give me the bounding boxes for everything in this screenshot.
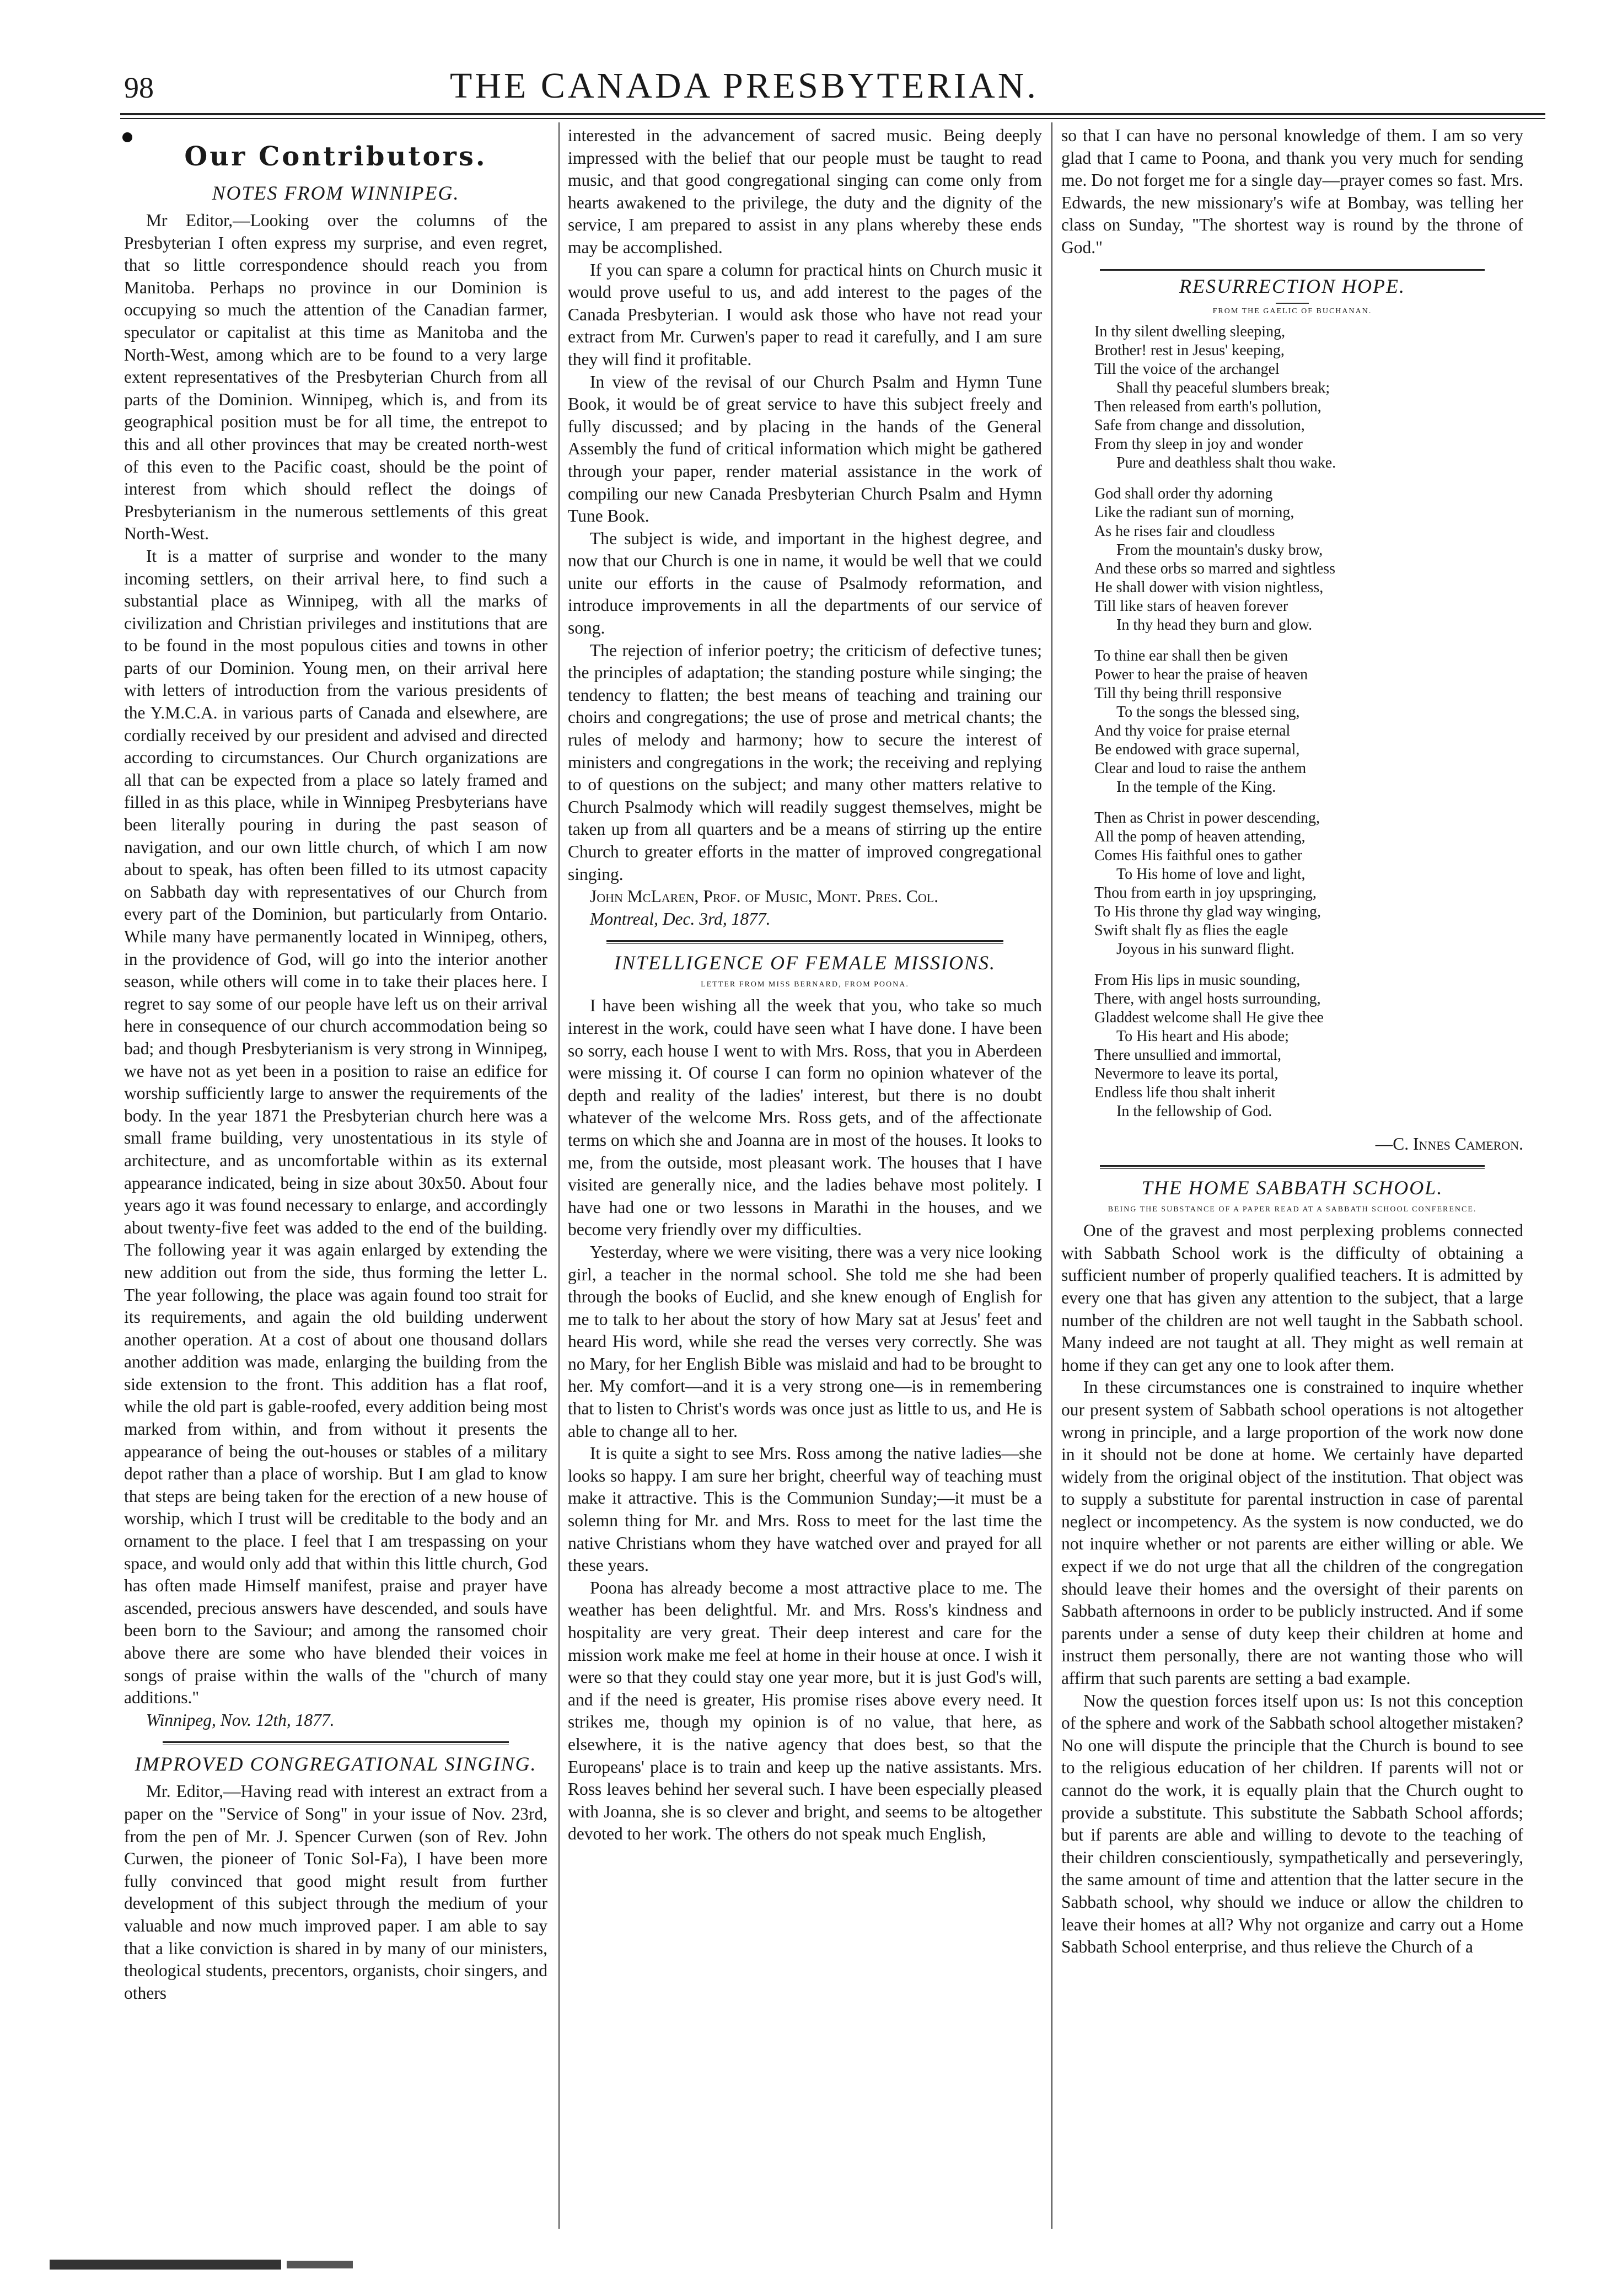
- poem-line: Comes His faithful ones to gather: [1094, 846, 1303, 864]
- poem-line: Till like stars of heaven forever: [1094, 597, 1288, 615]
- poem-line: In thy silent dwelling sleeping,: [1094, 323, 1286, 340]
- poem-title: RESURRECTION HOPE.: [1179, 275, 1405, 297]
- column-3: [1061, 125, 1523, 2231]
- paragraph: so that I can have no personal knowledge of them. I am so very glad that I came to Poona, and thank you very much for sending me. Do not forget me for a single day—prayer comes so fast. Mrs. Edwards, the new missionary's wife at Bombay, was telling her class on Sunday, "The shortest way is round by the throne of God.": [1061, 126, 1523, 257]
- poem-body: [1094, 323, 1523, 1121]
- article-title-singing: IMPROVED CONGREGATIONAL SINGING.: [135, 1753, 537, 1775]
- paragraph: It is quite a sight to see Mrs. Ross among the native ladies—she looks so happy. I am sure her bright, cheerful way of teaching must make it attractive. This is the Communion Sunday;—it must be a solemn thing for Mr. and Mrs. Ross to meet for the last time the native Christians whom they have watched over and prayed for all these years.: [568, 1444, 1042, 1575]
- poem-line: Then released from earth's pollution,: [1094, 398, 1321, 415]
- article-title-winnipeg: NOTES FROM WINNIPEG.: [212, 182, 460, 204]
- poem-line: Clear and loud to raise the anthem: [1094, 759, 1307, 777]
- signature: John McLaren, Prof. of Music, Mont. Pres. Col.: [590, 887, 939, 906]
- article-separator: [1100, 269, 1485, 271]
- poem-line: To thine ear shall then be given: [1094, 647, 1288, 664]
- poem-stanza: [1094, 485, 1523, 635]
- article-separator: [1100, 1165, 1485, 1167]
- column-2: [568, 125, 1042, 2231]
- poem-subtitle: FROM THE GAELIC OF BUCHANAN.: [1212, 307, 1372, 315]
- masthead-rule-thin: [120, 118, 1545, 119]
- paragraph: Mr Editor,—Looking over the columns of the Presbyterian I often express my surprise, and even regret, that so little correspondence should reach you from Manitoba. Perhaps no province in our Dominion is occupying so much the attention of the Canadian farmer, speculator or capitalist at this time as Manitoba and the North-West, among which are to be found to a very large extent representatives of the Presbyterian Church from all parts of the Dominion. Winnipeg, which is, and from its geographical position must be for all time, the entrepot to this and all other provinces that may be created north-west of this even to the Pacific coast, should be the point of interest from which should reflect the doings of Presbyterianism in the numerous settlements of this great North-West.: [124, 211, 547, 544]
- poem-line: There unsullied and immortal,: [1094, 1046, 1282, 1064]
- column-divider-2: [1051, 122, 1052, 2229]
- poem-line: To His home of love and light,: [1116, 865, 1306, 883]
- poem-line: From thy sleep in joy and wonder: [1094, 435, 1303, 453]
- poem-line: From the mountain's dusky brow,: [1116, 541, 1323, 559]
- article-subtitle: BEING THE SUBSTANCE OF A PAPER READ AT A SABBATH SCHOOL CONFERENCE.: [1108, 1205, 1477, 1214]
- poem-line: To His heart and His abode;: [1116, 1027, 1289, 1045]
- article-separator: [606, 940, 1003, 942]
- poem-stanza: [1094, 647, 1523, 797]
- paragraph: Mr. Editor,—Having read with interest an extract from a paper on the "Service of Song" in your issue of Nov. 23rd, from the pen of Mr. J. Spencer Curwen (son of Rev. John Curwen, the pioneer of Tonic Sol-Fa), I have been more fully convinced that good might result from further development of this subject through the medium of your valuable and now much improved paper. I am able to say that a like conviction is shared in by many of our ministers, theological students, precentors, organists, choir singers, and others: [124, 1782, 547, 2003]
- poem-signature: —C. Innes Cameron.: [1375, 1134, 1523, 1154]
- poem-line: In the temple of the King.: [1116, 778, 1276, 796]
- paragraph: It is a matter of surprise and wonder to the many incoming settlers, on their arrival here, to find such a substantial place as Winnipeg, with all the marks of civilization and Christian privileges and institutions that are to be found in the most populous cities and towns in other parts of our Dominion. Young men, on their arrival here with letters of introduction from the various presidents of the Y.M.C.A. in various parts of Canada and elsewhere, are cordially received by our president and advised and directed according to circumstances. Our Church organizations are all that can be expected from a place so lately framed and filled in as this place, while in Winnipeg Presbyterians have been literally pouring in during the past season of navigation, and our own little church, of which I am now about to speak, has often been filled to its utmost capacity on Sabbath day with representatives of our Church from every part of the Dominion, but particularly from Ontario. While many have permanently located in Winnipeg, others, in the providence of God, will go into the interior another season, while others will come in to take their places here. I regret to say some of our people have left us on their arrival here in consequence of our church accommodation being so bad; and though Presbyterianism is very strong in Winnipeg, we have not as yet been in a position to raise an edifice for worship sufficiently large to answer the requirements of the body. In the year 1871 the Presbyterian church here was a small frame building, very unostentatious in its style of architecture, and as uncomfortable within as its external appearance indicated, being in size about 30x50. About four years ago it was found necessary to enlarge, and accordingly about twenty-five feet was added to the end of the building. The following year it was again enlarged by extending the new addition out from the side, thus forming the letter L. The year following, the place was again found too strait for its requirements, and again the old building underwent another operation. At a cost of about one thousand dollars another addition was made, enlarging the building from the side extension to the front. This addition has a flat roof, while the old part is gable-roofed, every addition being most marked from within, and from without it presents the appearance of being the out-houses or stables of a military depot rather than a place of worship. But I am glad to know that steps are being taken for the erection of a new house of worship, which I trust will be creditable to the body and an ornament to the place. I feel that I am trespassing on your space, and would only add that within this little church, God has often made Himself manifest, praise and prayer have ascended, precious answers have descended, and souls have been born to the Saviour; and among the ransomed choir above there are some who have blended their voices in songs of praise within the walls of the "church of many additions.": [124, 546, 547, 1708]
- page-number: 98: [124, 71, 154, 104]
- poem-line: Nevermore to leave its portal,: [1094, 1065, 1278, 1082]
- poem-line: From His lips in music sounding,: [1094, 971, 1301, 989]
- poem-line: Endless life thou shalt inherit: [1094, 1083, 1276, 1101]
- paragraph: The rejection of inferior poetry; the criticism of defective tunes; the principles of adaptation; the standing posture while singing; the tendency to flatten; the best means of teaching and training our choirs and congregations; the use of prose and metrical chants; the rules of melody and harmony; how to secure the interest of ministers and congregations in the work; the receiving and replying to of questions on the subject; and many other matters relative to Church Psalmody which will readily suggest themselves, might be taken up from all quarters and be a means of stirring up the entire Church to greater efforts in the matter of improved congregational singing.: [568, 640, 1042, 884]
- poem-line: God shall order thy adorning: [1094, 485, 1273, 502]
- poem-line: Till thy being thrill responsive: [1094, 684, 1282, 702]
- poem-line: In the fellowship of God.: [1116, 1102, 1272, 1120]
- poem-line: Then as Christ in power descending,: [1094, 809, 1320, 827]
- column-divider-1: [558, 122, 560, 2229]
- poem-line: Gladdest welcome shall He give thee: [1094, 1008, 1324, 1026]
- poem-line: And thy voice for praise eternal: [1094, 722, 1291, 739]
- poem-line: Joyous in his sunward flight.: [1116, 940, 1294, 958]
- poem-line: All the pomp of heaven attending,: [1094, 828, 1306, 845]
- poem-line: As he rises fair and cloudless: [1094, 522, 1275, 540]
- paragraph: Now the question forces itself upon us: Is not this conception of the sphere and work of the Sabbath school altogether mistaken? No one will dispute the principle that the Church is bound to see to the religious education of her children. If parents will not or cannot do the work, it is equally plain that the Church ought to provide a substitute. This substitute the Sabbath School affords; but if parents are able and willing to devote to the teaching of their children conscientiously, sympathetically and perseveringly, the same amount of time and attention that the latter secure in the Sabbath school, why should we induce or allow the children to leave their homes at all? Why not organize and carry out a Home Sabbath School enterprise, and thus relieve the Church of a: [1061, 1691, 1523, 1957]
- paragraph: I have been wishing all the week that you, who take so much interest in the work, could have seen what I have done. I have been so sorry, each house I went to with Mrs. Ross, that you in Aberdeen were missing it. Of course I can form no opinion whatever of the depth and reality of the ladies' interest, but there is no doubt whatever of the welcome Mrs. Ross gets, and of the affectionate terms on which she and Joanna are in most of the houses. It looks to me, from the outside, most pleasant work. The houses that I have visited are generally nice, and the ladies behave most politely. I have had one or two lessons in Marathi in the houses, and we become very friendly over my difficulties.: [568, 996, 1042, 1240]
- article-title-missions: INTELLIGENCE OF FEMALE MISSIONS.: [614, 952, 996, 974]
- poem-line: There, with angel hosts surrounding,: [1094, 990, 1321, 1007]
- footer-ink-bar: [50, 2260, 281, 2270]
- section-heading-contributors: Our Contributors.: [184, 141, 487, 172]
- masthead-title: THE CANADA PRESBYTERIAN.: [450, 66, 1039, 106]
- paragraph: If you can spare a column for practical hints on Church music it would prove useful to us, and add interest to the pages of the Canada Presbyterian. I would ask those who have not read your extract from Mr. Curwen's paper to read it carefully, and I am sure they will find it profitable.: [568, 260, 1042, 369]
- dateline: Montreal, Dec. 3rd, 1877.: [590, 909, 771, 929]
- poem-line: Brother! rest in Jesus' keeping,: [1094, 341, 1285, 359]
- paragraph: interested in the advancement of sacred music. Being deeply impressed with the belief that our people must be taught to read music, and that good congregational singing can come only from hearts awakened to the privilege, the duty and the dignity of the service, I am prepared to assist in any plans whereby these ends may be accomplished.: [568, 126, 1042, 257]
- poem-line: Till the voice of the archangel: [1094, 360, 1280, 378]
- paragraph: Poona has already become a most attractive place to me. The weather has been delightful. Mr. and Mrs. Ross's kindness and hospitality are very great. Their deep interest and care for the mission work make me feel at home in their house at once. I wish it were so that they could stay one year more, but it is just God's will, and if the need is greater, His promise rises above every need. It strikes me, though my opinion is of no value, that here, as elsewhere, it is the native agency that does best, so that the Europeans' place is to train and keep up the native assistants. Mrs. Ross leaves behind her several such. I have been especially pleased with Joanna, she is so clever and bright, and seems to be altogether devoted to her work. The others do not speak much English,: [568, 1578, 1042, 1844]
- footer-ink-bar-2: [287, 2261, 353, 2268]
- dateline: Winnipeg, Nov. 12th, 1877.: [146, 1710, 335, 1730]
- poem-line: He shall dower with vision nightless,: [1094, 578, 1324, 596]
- poem-line: Shall thy peaceful slumbers break;: [1116, 379, 1330, 396]
- paragraph: Yesterday, where we were visiting, there was a very nice looking girl, a teacher in the normal school. She told me she had been through the books of Euclid, and she knew enough of English for me to talk to her about the story of how Mary sat at Jesus' feet and heard His word, while she read the verses very correctly. She was no Mary, for her English Bible was mislaid and had to be brought to her. My comfort—and it is a very strong one—is in remembering that to listen to Christ's words was once just as little to us, and He is able to change all to her.: [568, 1242, 1042, 1441]
- poem-line: Like the radiant sun of morning,: [1094, 503, 1294, 521]
- poem-line: Be endowed with grace supernal,: [1094, 741, 1300, 758]
- poem-line: Swift shalt fly as flies the eagle: [1094, 921, 1288, 939]
- paragraph: One of the gravest and most perplexing problems connected with Sabbath School work is the difficulty of obtaining a sufficient number of properly qualified teachers. It is admitted by every one that has given any attention to the subject, that a large number of the children are not well taught in the Sabbath school. Many indeed are not taught at all. They might as well remain at home if they can get any one to look after them.: [1061, 1221, 1523, 1375]
- poem-line: Thou from earth in joy upspringing,: [1094, 884, 1317, 902]
- poem-stanza: [1094, 809, 1523, 959]
- poem-line: And these orbs so marred and sightless: [1094, 560, 1336, 577]
- paragraph: In view of the revisal of our Church Psalm and Hymn Tune Book, it would be of great service to have this subject freely and fully discussed; and by placing in the hands of the General Assembly the fund of critical information which might be gathered through your paper, render material assistance in the work of compiling our new Canada Presbyterian Church Psalm and Hymn Tune Book.: [568, 372, 1042, 526]
- article-separator-thin: [1100, 1168, 1485, 1169]
- poem-stanza: [1094, 971, 1523, 1121]
- masthead-rule: [120, 113, 1545, 115]
- article-title-sabbath-school: THE HOME SABBATH SCHOOL.: [1141, 1177, 1443, 1199]
- poem-line: To the songs the blessed sing,: [1116, 703, 1300, 721]
- poem-line: Safe from change and dissolution,: [1094, 416, 1305, 434]
- column-1: [124, 125, 547, 2231]
- article-separator-thin: [606, 943, 1003, 944]
- poem-line: Pure and deathless shalt thou wake.: [1116, 454, 1336, 471]
- poem-line: Power to hear the praise of heaven: [1094, 666, 1308, 683]
- poem-title-rule: [1276, 303, 1309, 304]
- poem-stanza: [1094, 323, 1523, 473]
- article-subtitle: LETTER FROM MISS BERNARD, FROM POONA.: [701, 980, 909, 989]
- paragraph: In these circumstances one is constrained to inquire whether our present system of Sabbath school operations is not altogether wrong in principle, and a large proportion of the work now done in it should not be done at home. We certainly have departed widely from the original object of the institution. That object was to supply a substitute for parental instruction in case of parental neglect or incompetency. As the system is now conducted, we do not inquire whether or not parents are either willing or able. We expect if we do not urge that all the children of the congregation should leave their homes and the oversight of their parents on Sabbath afternoons in order to be publicly instructed. And if some parents under a sense of duty keep their children at home and instruct them personally, there are not wanting those who will affirm that such parents are setting a bad example.: [1061, 1377, 1523, 1688]
- paragraph: The subject is wide, and important in the highest degree, and now that our Church is one in name, it would be well that we could unite our efforts in the cause of Psalmody reformation, and introduce improvements in all the departments of our service of song.: [568, 528, 1042, 638]
- poem-line: To His throne thy glad way winging,: [1094, 903, 1321, 920]
- article-separator: [163, 1741, 509, 1743]
- poem-line: In thy head they burn and glow.: [1116, 616, 1313, 634]
